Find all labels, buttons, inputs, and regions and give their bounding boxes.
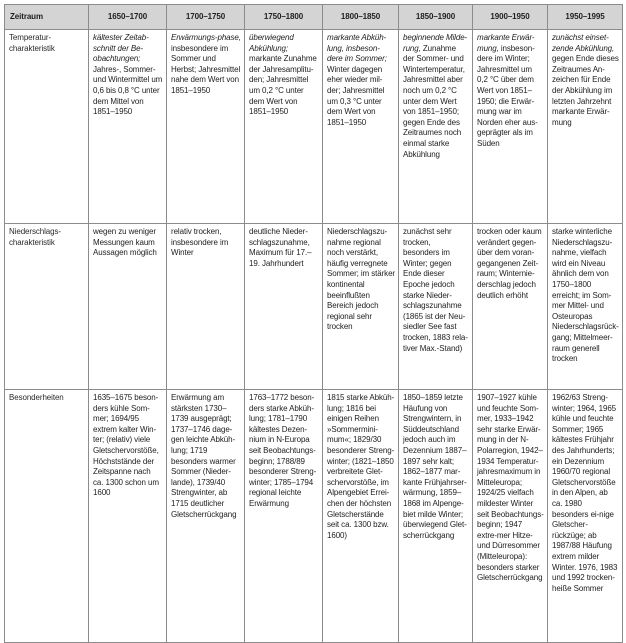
cell-text: insbesondere im Sommer und Herbst; Jahresmittel nahe dem Wert von 1851–1950 bbox=[171, 43, 241, 95]
cell-text: Winter dagegen eher wieder mil-der; Jahresmittel um 0,3 °C unter dem Wert von 1851–1950 bbox=[327, 64, 385, 127]
table-cell bbox=[548, 30, 623, 224]
table-cell: 1635–1675 beson-ders kühle Som-mer; 1694/95 extrem kalter Win-ter; (relativ) viele Gletschervorstöße, Höchststände der Zeitspanne nach ca. 1300 schon um 1600 bbox=[89, 390, 167, 643]
cell-lead: zunächst einset-zende Abkühlung, bbox=[552, 33, 615, 53]
table-cell: 1907–1927 kühle und feuchte Som-mer, 1933–1942 sehr starke Erwär-mung in der N-Polarregion, 1942–1934 Temperatur-jahresmaximum in Mitteleuropa; 1924/25 vielfach mildester Winter seit Beobachtungs-beginn; 1947 extre-mer Hitze- und Dürresommer (Mitteleuropa): besonders starker Gletscherrückgang bbox=[473, 390, 548, 643]
row-temperature bbox=[5, 30, 623, 224]
table-cell: zunächst sehr trocken, besonders im Winter; gegen Ende dieser Epoche jedoch starke Nieder-schlagszunahme (1865 ist der Neu-siedler See fast trocken, 1883 rela-tiver Max.-Stand) bbox=[399, 224, 473, 390]
header-period-1850-1900: 1850–1900 bbox=[399, 5, 473, 30]
header-period-1950-1995: 1950–1995 bbox=[548, 5, 623, 30]
cell-text: Zunahme der Sommer- und Wintertemperatur, Jahresmittel aber noch um 0,2 °C unter dem Wert von 1851–1950; gegen Ende des Zeitraumes noch einmal starke Abkühlung bbox=[403, 43, 465, 159]
cell-lead: markante Erwär-mung, bbox=[477, 33, 535, 53]
table-cell bbox=[167, 30, 245, 224]
table-cell bbox=[323, 30, 399, 224]
cell-text: gegen Ende dieses Zeitraumes An-zeichen für Ende der Abkühlung im letzten Jahrzehnt markante Erwär-mung bbox=[552, 54, 619, 127]
header-zeitraum: Zeitraum bbox=[5, 5, 89, 30]
header-row bbox=[5, 5, 623, 30]
row-label-special-features: Besonderheiten bbox=[5, 390, 89, 643]
row-special-features bbox=[5, 390, 623, 643]
cell-text: Jahres-, Sommer- und Wintermittel um 0,6 bis 0,8 °C unter dem Mittel von 1851–1950 bbox=[93, 64, 163, 117]
cell-lead: beginnende Milde-rung, bbox=[403, 33, 468, 53]
cell-lead: überwiegend Abkühlung; bbox=[249, 33, 294, 53]
table-cell: relativ trocken, insbesondere im Winter bbox=[167, 224, 245, 390]
cell-lead: markante Abküh-lung, insbeson-dere im Sommer; bbox=[327, 33, 387, 64]
table-cell bbox=[399, 30, 473, 224]
table-cell: 1850–1859 letzte Häufung von Strengwintern, in Süddeutschland jedoch auch im Dezennium 1887–1897 sehr kalt; 1862–1877 mar-kante Frühjahrser-wärmung, 1859–1868 im Alpenge-biet milde Winter; überwiegend Glet-scherrückgang bbox=[399, 390, 473, 643]
table-cell bbox=[89, 30, 167, 224]
table-cell: starke winterliche Niederschlagszu-nahme, vielfach wird ein Niveau ähnlich dem von 1750–1800 erreicht; im Som-mer Mittel- und Osteuropas Niederschlagsrück-gang; Mittelmeer-raum generell trocken bbox=[548, 224, 623, 390]
cell-text: insbeson-dere im Winter; Jahresmittel um 0,2 °C über dem Wert von 1851–1950; die Erwär-mung war im Norden eher aus-geprägter als im Süden bbox=[477, 43, 538, 148]
table-cell: Erwärmung am stärksten 1730–1739 ausgeprägt; 1737–1746 dage-gen leichte Abküh-lung; 1719 besonders warmer Sommer (Nieder-lande), 1739/40 Strengwinter, ab 1715 deutlicher Gletscherrückgang bbox=[167, 390, 245, 643]
row-precipitation bbox=[5, 224, 623, 390]
table-cell: 1962/63 Streng-winter; 1964, 1965 kühle und feuchte Sommer; 1965 kältestes Frühjahr des Jahrhunderts; ein Dezennium 1960/70 regional Gletschervorstöße in den Alpen, ab ca. 1980 besonders ei-nige Gletscher-rückzüge; ab 1987/88 Häufung extrem milder Winter. 1976, 1983 und 1992 trocken-heiße Sommer bbox=[548, 390, 623, 643]
table-cell: 1815 starke Abküh-lung; 1816 bei einigen Reihen »Sommermini-mum«; 1829/30 besonderer Streng-winter; (1821–1850 verbreitete Glet-schervorstöße, im Alpengebiet Errei-chen der höchsten Gletscherstände seit ca. 1300 bzw. 1600) bbox=[323, 390, 399, 643]
header-period-1800-1850: 1800–1850 bbox=[323, 5, 399, 30]
table-cell: Niederschlagszu-nahme regional noch verstärkt, häufig verregnete Sommer; im stärker kontinental beeinflußten Bereich jedoch regional sehr trocken bbox=[323, 224, 399, 390]
row-label-temperature: Temperatur-charakteristik bbox=[5, 30, 89, 224]
cell-lead: kältester Zeitab-schnitt der Be-obachtungen; bbox=[93, 33, 149, 64]
table-cell: trocken oder kaum verändert gegen-über dem voran-gegangenen Zeit-raum; Winternie-derschlag jedoch deutlich erhöht bbox=[473, 224, 548, 390]
row-label-precipitation: Niederschlags-charakteristik bbox=[5, 224, 89, 390]
header-period-1900-1950: 1900–1950 bbox=[473, 5, 548, 30]
table-cell: deutliche Nieder-schlagszunahme, Maximum für 17.–19. Jahrhundert bbox=[245, 224, 323, 390]
table-cell bbox=[473, 30, 548, 224]
climate-periods-table bbox=[4, 4, 623, 643]
cell-text: markante Zunahme der Jahresamplitu-den; Jahresmittel um 0,2 °C unter dem Wert von 1851–1950 bbox=[249, 54, 317, 117]
header-period-1650-1700: 1650–1700 bbox=[89, 5, 167, 30]
header-period-1700-1750: 1700–1750 bbox=[167, 5, 245, 30]
climate-table-page bbox=[4, 4, 622, 634]
cell-lead: Erwärmungs-phase, bbox=[171, 33, 241, 42]
header-period-1750-1800: 1750–1800 bbox=[245, 5, 323, 30]
table-cell bbox=[245, 30, 323, 224]
table-cell: 1763–1772 beson-ders starke Abküh-lung; 1781–1790 kältestes Dezen-nium in N-Europa seit Beobachtungs-beginn; 1788/89 besonderer Streng-winter; 1785–1794 regional leichte Erwärmung bbox=[245, 390, 323, 643]
table-cell: wegen zu weniger Messungen kaum Aussagen möglich bbox=[89, 224, 167, 390]
